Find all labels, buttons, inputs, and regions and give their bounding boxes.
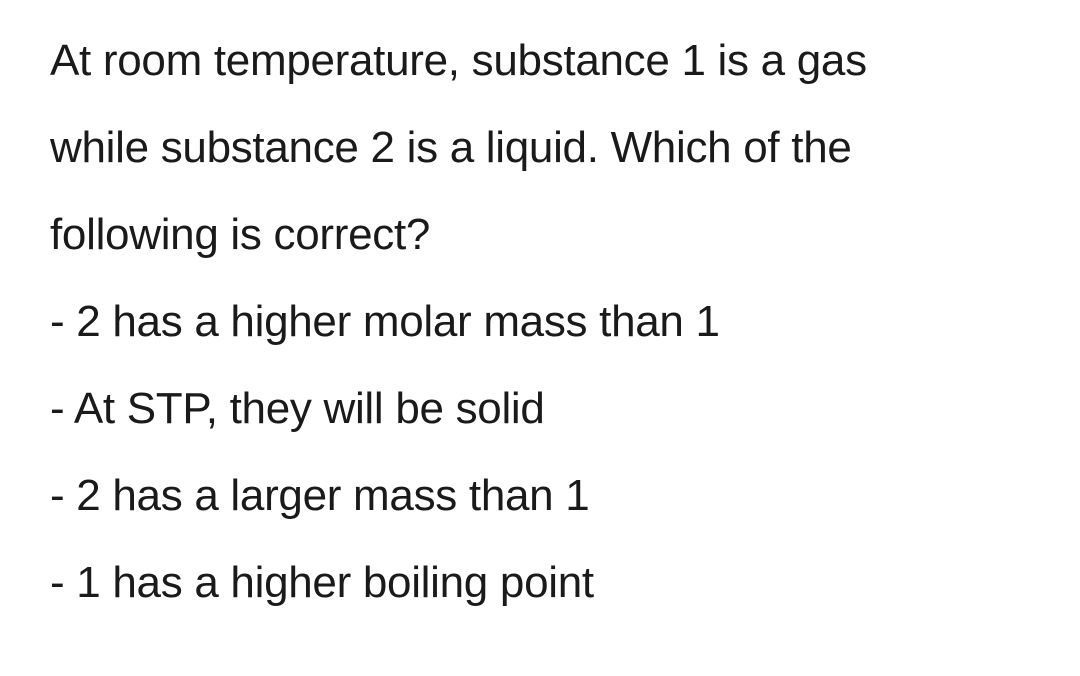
answer-option-1: - 2 has a higher molar mass than 1 bbox=[50, 297, 720, 346]
answer-options-list bbox=[50, 278, 1050, 626]
question-line-2: while substance 2 is a liquid. Which of the bbox=[50, 123, 852, 172]
answer-option-3: - 2 has a larger mass than 1 bbox=[50, 471, 590, 520]
question-text bbox=[50, 17, 1050, 278]
question-document bbox=[50, 17, 1050, 626]
question-line-3: following is correct? bbox=[50, 210, 431, 259]
question-line-1: At room temperature, substance 1 is a gas bbox=[50, 36, 867, 85]
answer-option-2: - At STP, they will be solid bbox=[50, 384, 545, 433]
answer-option-4: - 1 has a higher boiling point bbox=[50, 558, 594, 607]
